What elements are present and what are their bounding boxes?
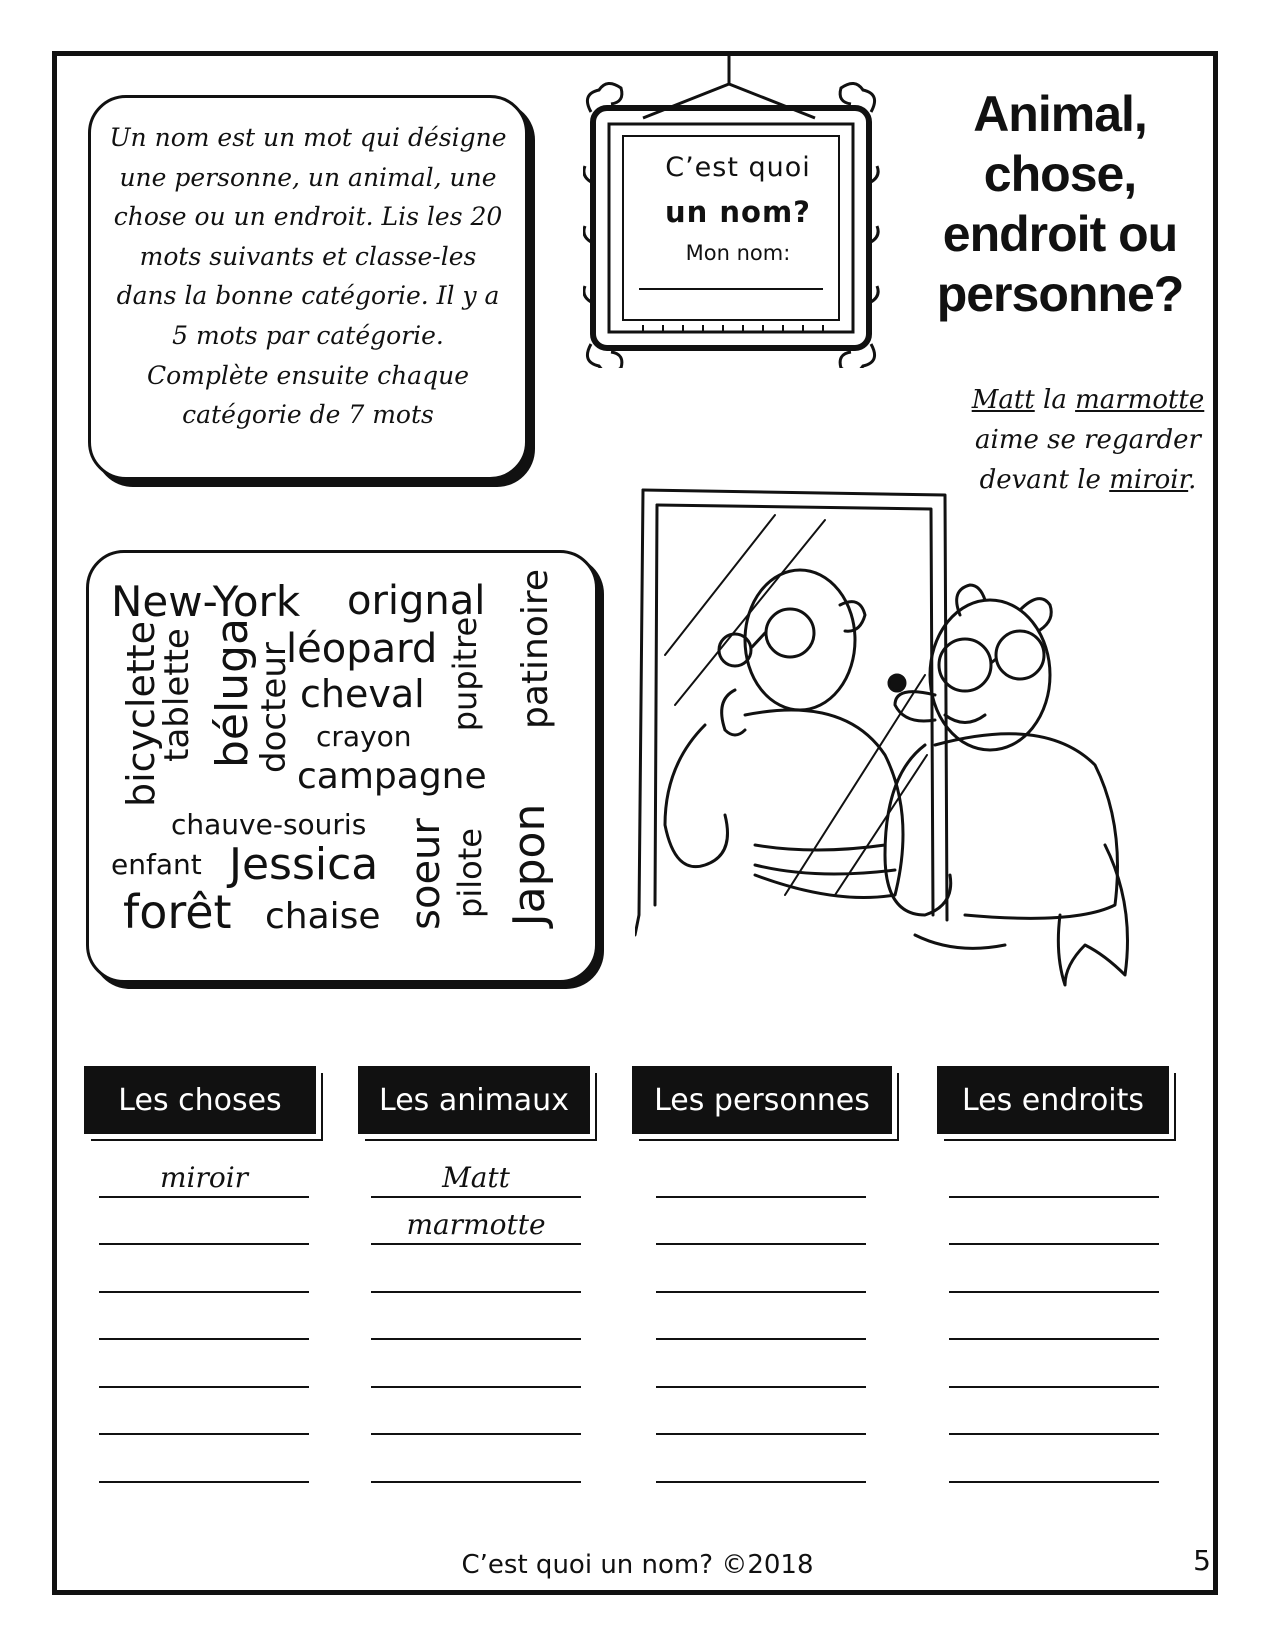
answer-text: marmotte bbox=[406, 1208, 546, 1241]
word-patinoire: patinoire bbox=[515, 568, 556, 730]
caption-animal: marmotte bbox=[1075, 385, 1205, 415]
page-title bbox=[935, 84, 1185, 324]
title-line-2: chose, bbox=[983, 146, 1137, 202]
answer-line[interactable] bbox=[371, 1245, 581, 1293]
caption-text-3: . bbox=[1188, 465, 1197, 495]
word-pupitre: pupitre bbox=[446, 616, 484, 732]
answer-line[interactable] bbox=[371, 1198, 581, 1246]
word-jessica: Jessica bbox=[229, 839, 379, 890]
answer-column-endroits bbox=[949, 1150, 1159, 1483]
answer-line[interactable] bbox=[99, 1293, 309, 1341]
answer-line[interactable] bbox=[99, 1150, 309, 1198]
answer-line[interactable] bbox=[656, 1293, 866, 1341]
answer-line[interactable] bbox=[656, 1435, 866, 1483]
caption-name: Matt bbox=[971, 385, 1035, 415]
answer-text: miroir bbox=[159, 1160, 249, 1194]
answer-line[interactable] bbox=[656, 1245, 866, 1293]
category-header-animaux: Les animaux bbox=[358, 1066, 590, 1134]
title-line-1: Animal, bbox=[973, 86, 1147, 142]
word-tablette: tablette bbox=[157, 628, 197, 762]
answer-line[interactable] bbox=[949, 1198, 1159, 1246]
marmot-mirror-illustration bbox=[635, 475, 1175, 1020]
caption-object: miroir bbox=[1109, 465, 1189, 495]
answer-line[interactable] bbox=[949, 1150, 1159, 1198]
word-chauve-souris: chauve-souris bbox=[171, 808, 367, 841]
answer-line[interactable] bbox=[656, 1198, 866, 1246]
answer-line[interactable] bbox=[949, 1388, 1159, 1436]
footer-text: C’est quoi un nom? ©2018 bbox=[461, 1550, 814, 1580]
answer-column-choses bbox=[99, 1150, 309, 1483]
word-japon: Japon bbox=[504, 803, 555, 927]
answer-line[interactable] bbox=[99, 1198, 309, 1246]
answer-text: Matt bbox=[442, 1160, 510, 1194]
answer-line[interactable] bbox=[99, 1388, 309, 1436]
answer-line[interactable] bbox=[371, 1388, 581, 1436]
frame-line-2: un nom? bbox=[665, 195, 811, 229]
category-header-personnes: Les personnes bbox=[632, 1066, 892, 1134]
word-foret: forêt bbox=[123, 885, 232, 939]
instructions-text: Un nom est un mot qui désigne une personne, un animal, une chose ou un endroit. Lis les 20 mots suivants et classe-les dans la bonne catégorie. Il y a 5 mots par catégorie. Complète ensuite chaque catégorie de 7 mots bbox=[109, 123, 507, 430]
answer-line[interactable] bbox=[949, 1245, 1159, 1293]
frame-line-1: C’est quoi bbox=[665, 152, 811, 183]
word-enfant: enfant bbox=[111, 848, 202, 881]
word-leopard: léopard bbox=[286, 626, 438, 672]
instructions-box bbox=[88, 95, 528, 480]
frame-line-3: Mon nom: bbox=[685, 241, 791, 265]
answer-line[interactable] bbox=[949, 1293, 1159, 1341]
title-line-4: personne? bbox=[936, 266, 1184, 322]
answer-line[interactable] bbox=[99, 1340, 309, 1388]
answer-line[interactable] bbox=[949, 1435, 1159, 1483]
answer-line[interactable] bbox=[99, 1245, 309, 1293]
answer-line[interactable] bbox=[371, 1150, 581, 1198]
word-beluga: béluga bbox=[207, 618, 258, 769]
answer-line[interactable] bbox=[371, 1293, 581, 1341]
word-campagne: campagne bbox=[297, 756, 487, 797]
caption-text-1: la bbox=[1034, 385, 1067, 415]
picture-frame bbox=[583, 56, 893, 368]
answer-line[interactable] bbox=[949, 1340, 1159, 1388]
category-header-choses: Les choses bbox=[84, 1066, 316, 1134]
page-number: 5 bbox=[1193, 1544, 1211, 1577]
answer-line[interactable] bbox=[656, 1150, 866, 1198]
answer-line[interactable] bbox=[99, 1435, 309, 1483]
answer-line[interactable] bbox=[371, 1340, 581, 1388]
word-pilote: pilote bbox=[451, 828, 489, 918]
answer-line[interactable] bbox=[371, 1435, 581, 1483]
title-line-3: endroit ou bbox=[942, 206, 1178, 262]
word-new-york: New-York bbox=[111, 577, 301, 626]
word-cheval: cheval bbox=[300, 672, 425, 716]
word-bicyclette: bicyclette bbox=[119, 620, 163, 808]
answer-line[interactable] bbox=[656, 1388, 866, 1436]
word-cloud-box bbox=[86, 550, 598, 983]
word-docteur: docteur bbox=[254, 642, 294, 773]
category-header-endroits: Les endroits bbox=[937, 1066, 1169, 1134]
answer-column-animaux bbox=[371, 1150, 581, 1483]
word-soeur: soeur bbox=[403, 818, 449, 930]
word-chaise: chaise bbox=[265, 896, 381, 937]
word-crayon: crayon bbox=[316, 720, 412, 753]
answer-column-personnes bbox=[656, 1150, 866, 1483]
caption-text-2: aime se regarder devant le bbox=[975, 425, 1201, 495]
answer-line[interactable] bbox=[656, 1340, 866, 1388]
word-orignal: orignal bbox=[347, 578, 486, 624]
